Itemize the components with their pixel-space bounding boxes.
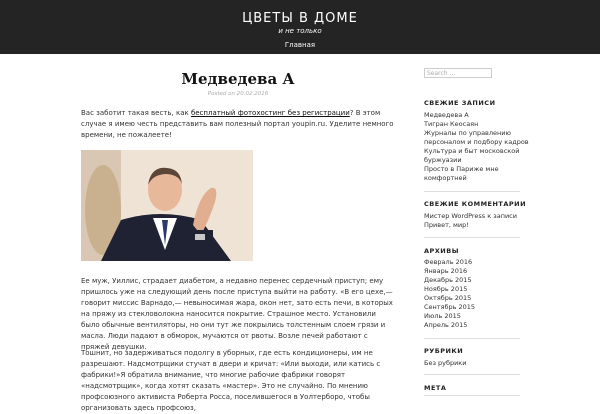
recent-comment-link[interactable]: Привет, мир!: [424, 221, 469, 229]
post-paragraph-3: Тошнит, но задерживаться подолгу в уборных, где есть кондиционеры, им не разрешают. Надсмотрщики стучат в двери и кричат: «Или выходи, или катись с фабрики!»Я обратила внимание, что многие рабочие фабрики говорят «надсмотрщик», когда хотят сказать «мастер». Это не случайно. По мнению профсоюзного активиста Роберта Росса, поселившегося в Уолтерборо, чтобы организовать здесь профсоюз,: [81, 349, 381, 412]
divider: [424, 395, 520, 396]
recent-comments-list: [424, 212, 524, 230]
search-input[interactable]: Search …: [424, 68, 492, 78]
divider: [424, 191, 520, 192]
nav-home-link[interactable]: Главная: [284, 41, 316, 49]
paragraph-text: ? В этом случае я имею честь представить вам полезный портал youpin.ru. Уделите немного времени, не пожалеете!: [81, 109, 394, 139]
main-content: [0, 54, 600, 412]
post-meta[interactable]: Posted on 20.02.2016: [207, 91, 269, 97]
archive-link[interactable]: Февраль 2016: [424, 258, 473, 266]
meta-title: МЕТА: [424, 384, 447, 392]
post-paragraph-2: Ее муж, Уиллис, страдает диабетом, а недавно перенес сердечный приступ; ему пришлось уже на следующий день после приступа выйти на работу. «В его цехе,— говорит миссис Варнадо,— невыносимая жара, окон нет, зато есть печи, в которых на пряжу из стекловолокна наносится покрытие. Страшное место. Установили было обычные вентиляторы, но они тут же покрылись толстенным слоем грязи и масла. Люди падают в обморок, мучаются от рвоты. Возле печей работают с пряжей девушки.: [81, 277, 393, 351]
archive-link[interactable]: Декабрь 2015: [424, 276, 472, 284]
site-header: [0, 0, 600, 54]
recent-post-link[interactable]: персоналом и подбору кадров: [424, 138, 529, 146]
archive-link[interactable]: Апрель 2015: [424, 321, 468, 329]
categories-title: РУБРИКИ: [424, 347, 464, 355]
archives-title: АРХИВЫ: [424, 247, 459, 255]
site-title[interactable]: ЦВЕТЫ В ДОМЕ: [242, 11, 358, 26]
archive-link[interactable]: Октябрь 2015: [424, 294, 472, 302]
recent-post-link[interactable]: Журналы по управлению: [424, 129, 511, 137]
divider: [424, 237, 520, 238]
archive-link[interactable]: Январь 2016: [424, 267, 468, 275]
archive-link[interactable]: Ноябрь 2015: [424, 285, 468, 293]
site-description: и не только: [278, 27, 322, 35]
archive-link[interactable]: Июль 2015: [424, 312, 461, 320]
recent-post-link[interactable]: буржуазии: [424, 156, 462, 164]
portrait-image: [81, 150, 253, 261]
divider: [424, 374, 520, 375]
post-paragraph-1: [81, 108, 395, 141]
recent-post-link[interactable]: Культура и быт московской: [424, 147, 520, 155]
post-title[interactable]: Медведева А: [181, 70, 295, 88]
post-photo: [81, 150, 253, 261]
post-header: [81, 70, 395, 97]
recent-comments-title: СВЕЖИЕ КОММЕНТАРИИ: [424, 200, 527, 208]
recent-post-link[interactable]: комфортней: [424, 174, 467, 182]
category-link[interactable]: Без рубрики: [424, 359, 467, 367]
recent-comment-link[interactable]: Мистер WordPress к записи: [424, 212, 517, 220]
recent-post-link[interactable]: Тигран Кеосаян: [424, 120, 479, 128]
archive-link[interactable]: Сентябрь 2015: [424, 303, 476, 311]
divider: [424, 338, 520, 339]
archives-list: [424, 258, 524, 330]
recent-post-link[interactable]: Просто в Париже мне: [424, 165, 499, 173]
paragraph-text: Вас заботит такая весть, как: [81, 109, 191, 117]
hosting-link[interactable]: бесплатный фотохостинг без регистрации: [190, 109, 350, 117]
recent-posts-list: [424, 111, 529, 183]
categories-list: [424, 359, 524, 368]
recent-posts-title: СВЕЖИЕ ЗАПИСИ: [424, 99, 496, 107]
recent-post-link[interactable]: Медведева А: [424, 111, 469, 119]
